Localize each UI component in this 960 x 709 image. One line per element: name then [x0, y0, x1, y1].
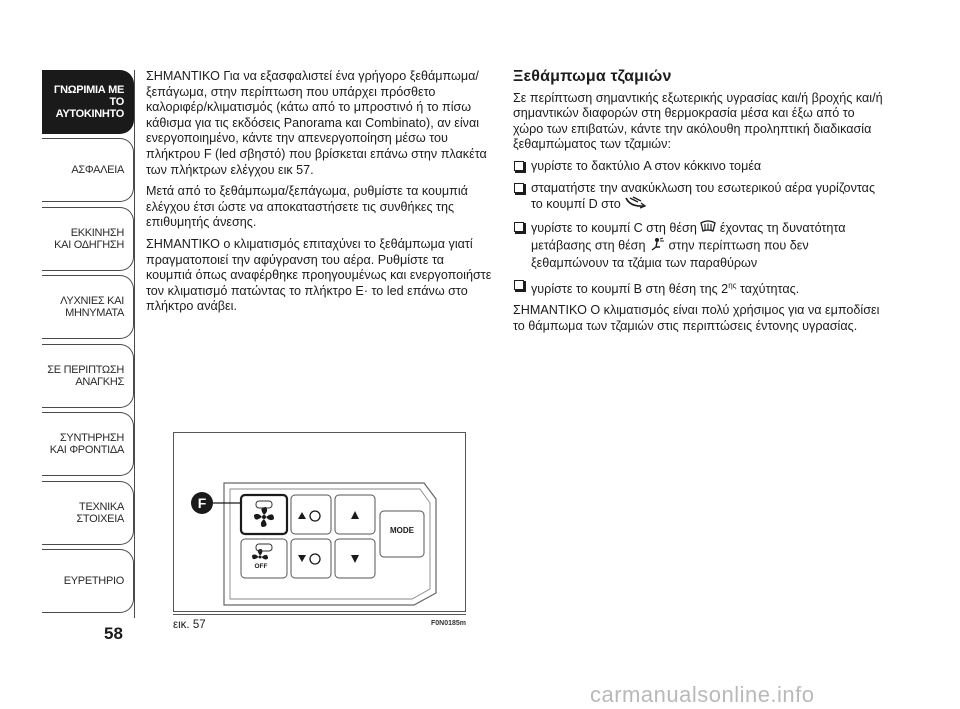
outside-air-icon	[624, 196, 648, 214]
left-column	[146, 69, 492, 321]
windscreen-feet-icon	[649, 237, 665, 256]
callout-f-label: F	[197, 495, 207, 511]
sidebar-divider	[134, 70, 135, 618]
tab-index[interactable]: ΕΥΡΕΤΗΡΙΟ	[42, 549, 134, 613]
paragraph-note-heater: ΣΗΜΑΝΤΙΚΟ Για να εξασφαλιστεί ένα γρήγορο ξεθάμπωμα/ξεπάγωμα, στην περίπτωση που υπάρχει πρόσθετο καλοριφέρ/κλιματισμός (κάτω από το μπροστινό ή το πίσω κάθισμα για τις εκδόσεις Panorama και Combinato), αν είναι ενεργοποιημένο, κάντε την απενεργοποίηση μέσω του πλήκτρου F (led σβηστό) που βρίσκεται επάνω στην πλακέτα των πλήκτρων ελέγχου εικ 57.	[146, 69, 487, 177]
checkbox-bullet-icon	[514, 222, 524, 232]
tab-technical-data[interactable]: ΤΕΧΝΙΚΑ ΣΤΟΙΧΕΙΑ	[42, 481, 134, 545]
off-label: OFF	[254, 563, 268, 570]
section-title: Ξεθάμπωμα τζαμιών	[513, 68, 672, 85]
control-panel-illustration	[174, 433, 467, 613]
tab-starting-driving[interactable]: ΕΚΚΙΝΗΣΗ ΚΑΙ ΟΔΗΓΗΣΗ	[42, 207, 134, 271]
checkbox-bullet-icon	[514, 161, 524, 171]
list-item: σταματήστε την ανακύκλωση του εσωτερικού αέρα γυρίζοντας το κουμπί D στο	[513, 181, 883, 214]
tab-getting-to-know-vehicle[interactable]: ΓΝΩΡΙΜΙΑ ΜΕ ΤΟ ΑΥΤΟΚΙΝΗΤΟ	[42, 70, 134, 134]
paragraph-after-defrost: Μετά από το ξεθάμπωμα/ξεπάγωμα, ρυθμίστε τα κουμπιά ελέγχου έτσι ώστε να αποκαταστήσετε τις συνθήκες της επιθυμητής άνεσης.	[146, 184, 468, 230]
tab-warning-lights[interactable]: ΛΥΧΝΙΕΣ ΚΑΙ ΜΗΝΥΜΑΤΑ	[42, 275, 134, 339]
tab-safety[interactable]: ΑΣΦΑΛΕΙΑ	[42, 138, 134, 202]
list-item: γυρίστε το δακτύλιο A στον κόκκινο τομέα	[513, 159, 883, 175]
checkbox-bullet-icon	[514, 183, 524, 193]
paragraph-note-climate: ΣΗΜΑΝΤΙΚΟ ο κλιματισμός επιταχύνει το ξεθάμπωμα γιατί πραγματοποιεί την αφύγρανση του αέρα. Ρυθμίστε τα κουμπιά όπως αναφέρθηκε προηγουμένως και ενεργοποιήστε τον κλιματισμό πατώντας το πλήκτρο E· το led επάνω στο πλήκτρο ανάβει.	[146, 236, 492, 314]
page-number: 58	[104, 624, 123, 643]
figure-caption: εικ. 57	[173, 619, 206, 631]
figure-code: F0N0185m	[430, 620, 466, 627]
control-panel-figure	[173, 432, 466, 612]
windscreen-defrost-icon	[700, 220, 716, 238]
tab-emergency[interactable]: ΣΕ ΠΕΡΙΠΤΩΣΗ ΑΝΑΓΚΗΣ	[42, 344, 134, 408]
list-item: γυρίστε το κουμπί C στη θέση έχοντας τη δυνατότητα μετάβασης στη θέση στην περίπτωση που δεν ξεθαμπώνουν τα τζάμια των παραθύρων	[513, 220, 883, 272]
list-item: γυρίστε το κουμπί B στη θέση της $2^{\eta\varsigma}$ ταχύτητας.	[513, 278, 883, 298]
checkbox-bullet-icon	[514, 280, 524, 290]
outro-paragraph: ΣΗΜΑΝΤΙΚΟ Ο κλιματισμός είναι πολύ χρήσιμος για να εμποδίσει το θάμπωμα των τζαμιών στις περιπτώσεις έντονης υγρασίας.	[513, 303, 880, 333]
watermark: carmanualsonline.info	[590, 682, 815, 707]
right-column	[513, 69, 883, 341]
intro-paragraph: Σε περίπτωση σημαντικής εξωτερικής υγρασίας και/ή βροχής και/ή σημαντικών διαφορών στη θερμοκρασία μέσα και έξω από το χώρο των επιβατών, κάντε την ακόλουθη προληπτική διαδικασία ξεθαμπώματος των τζαμιών:	[513, 90, 883, 152]
mode-button-label: MODE	[390, 526, 414, 535]
figure-caption-row	[173, 614, 466, 630]
tab-maintenance[interactable]: ΣΥΝΤΗΡΗΣΗ ΚΑΙ ΦΡΟΝΤΙΔΑ	[42, 412, 134, 476]
